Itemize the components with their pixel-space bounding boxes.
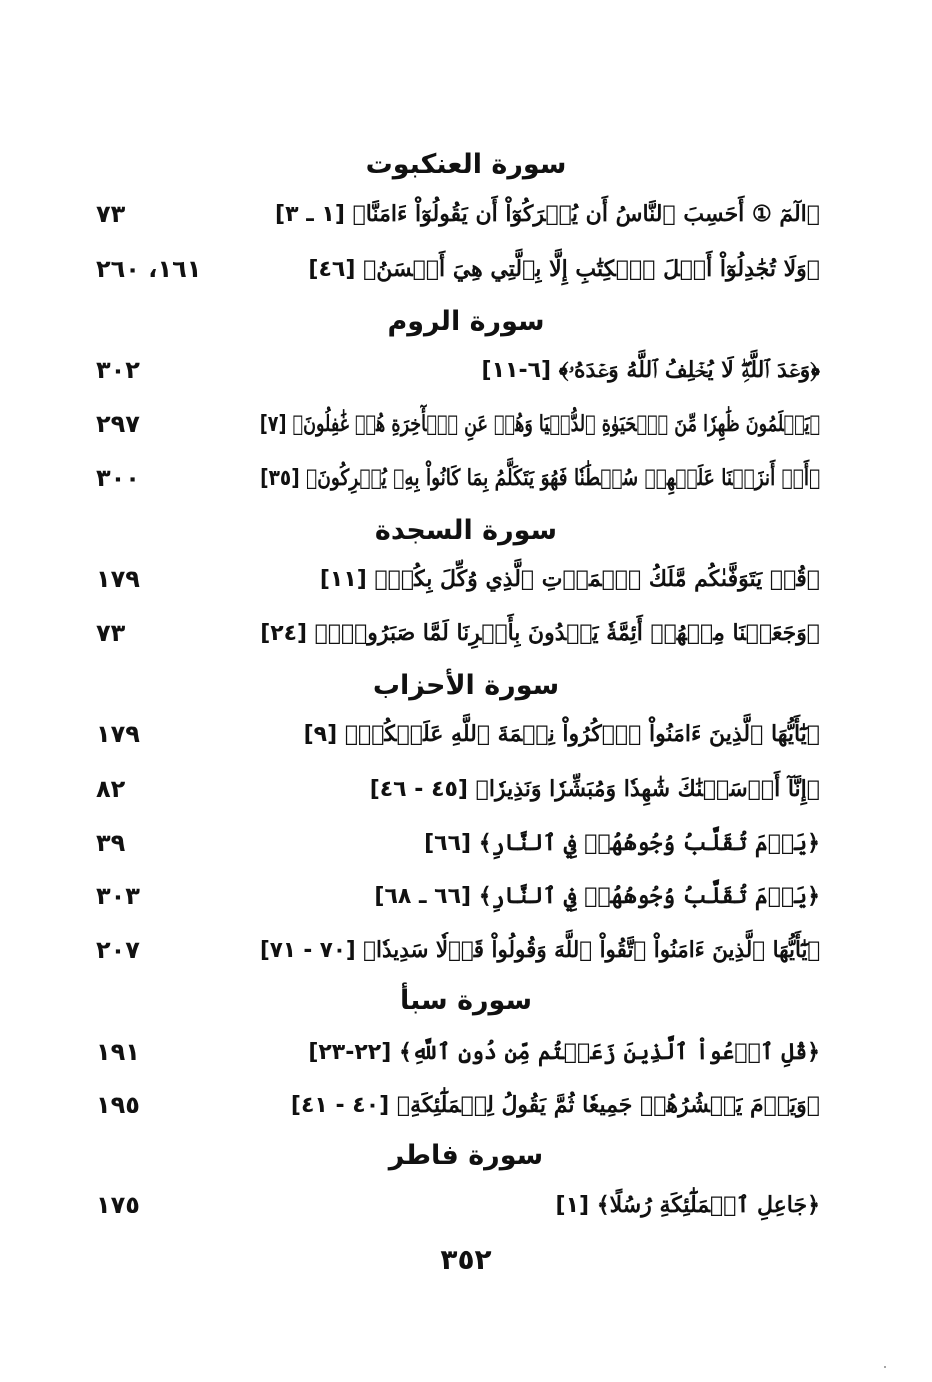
- page-references: ١٩١: [96, 1038, 140, 1066]
- verse-reference: [٤٥ - ٤٦]: [369, 777, 468, 802]
- verse-reference: [٦٦]: [424, 831, 472, 856]
- index-entry: [0, 247, 932, 291]
- page-references: ١٦١، ٢٦٠: [96, 255, 202, 283]
- page-references: ٢٠٧: [96, 936, 140, 964]
- surah-title-saba: سورة سبأ: [399, 985, 533, 1016]
- surah-title-fatir: سورة فاطر: [388, 1140, 544, 1171]
- verse-reference: [١]: [555, 1193, 590, 1218]
- index-entry: [0, 1083, 932, 1127]
- index-entry: [0, 557, 932, 601]
- index-entry: [0, 874, 932, 918]
- verse-reference: [٦-١١]: [481, 358, 552, 383]
- page-references: ١٩٥: [96, 1091, 140, 1119]
- index-entry: [0, 348, 932, 392]
- index-entry: [0, 1030, 932, 1074]
- scan-speck: [884, 1366, 886, 1368]
- verse-text: ﴿يَٰٓأَيُّهَا ٱلَّذِينَ ءَامَنُواْ ٱذۡكُرُواْ نِعۡمَةَ ٱللَّهِ عَلَيۡكُمۡ﴾ [٩]: [303, 721, 820, 747]
- index-entry: [0, 1183, 932, 1227]
- verse-reference: [٤٠ - ٤١]: [290, 1093, 390, 1118]
- verse-text: ﴿يَوۡمَ تُقَلَّبُ وُجُوهُهُمۡ فِي ٱلنَّارِ﴾ [٦٦]: [424, 830, 820, 856]
- verse-text: ﴿قُلۡ يَتَوَفَّىٰكُم مَّلَكُ ٱلۡمَوۡتِ ٱلَّذِي وُكِّلَ بِكُمۡ﴾ [١١]: [319, 566, 820, 592]
- page-references: ١٧٥: [96, 1191, 140, 1219]
- page-references: ٨٢: [96, 775, 126, 803]
- index-entry: [0, 611, 932, 655]
- verse-text: ﴿وَعۡدَ ٱللَّهِۖ لَا يُخۡلِفُ ٱللَّهُ وَعۡدَهُۥ﴾ [٦-١١]: [481, 357, 820, 383]
- verse-text: ﴿يَوۡمَ تُقَلَّبُ وُجُوهُهُمۡ فِي ٱلنَّارِ﴾ [٦٦ ـ ٦٨]: [374, 883, 820, 909]
- page-references: ٣٠٣: [96, 882, 140, 910]
- verse-text: ﴿يَعۡلَمُونَ ظَٰهِرٗا مِّنَ ٱلۡحَيَوٰةِ ٱلدُّنۡيَا وَهُمۡ عَنِ ٱلۡأٓخِرَةِ هُمۡ غَٰفِلُونَ﴾ [٧]: [259, 411, 821, 437]
- verse-reference: [١١]: [319, 567, 367, 592]
- verse-text: ﴿أَمۡ أَنزَلۡنَا عَلَيۡهِمۡ سُلۡطَٰنٗا فَهُوَ يَتَكَلَّمُ بِمَا كَانُواْ بِهِۦ يُشۡرِكُونَ﴾ [٣٥]: [259, 465, 820, 491]
- verse-reference: [١ ـ ٣]: [275, 202, 345, 227]
- surah-title-ahzab: سورة الأحزاب: [372, 670, 560, 701]
- verse-reference: [٧]: [259, 412, 287, 437]
- page-references: ٢٩٧: [96, 410, 140, 438]
- page-references: ٧٣: [96, 200, 126, 228]
- verse-text: ﴿الٓمٓ ① أَحَسِبَ ٱلنَّاسُ أَن يُتۡرَكُوٓاْ أَن يَقُولُوٓاْ ءَامَنَّا﴾ [١ ـ ٣]: [275, 201, 820, 227]
- verse-text: ﴿وَيَوۡمَ يَحۡشُرُهُمۡ جَمِيعٗا ثُمَّ يَقُولُ لِلۡمَلَٰٓئِكَةِ﴾ [٤٠ - ٤١]: [290, 1092, 820, 1118]
- surah-title-ankabut: سورة العنكبوت: [365, 149, 567, 180]
- page-references: ٣٩: [96, 829, 126, 857]
- page-references: ٣٠٠: [96, 464, 140, 492]
- verse-reference: [٩]: [303, 722, 338, 747]
- page-references: ١٧٩: [96, 720, 140, 748]
- verse-reference: [٦٦ ـ ٦٨]: [374, 884, 472, 909]
- index-entry: [0, 712, 932, 756]
- page-references: ١٧٩: [96, 565, 140, 593]
- index-entry: [0, 402, 932, 446]
- index-entry: [0, 928, 932, 972]
- page-references: ٣٠٢: [96, 356, 140, 384]
- verse-text: ﴿جَاعِلِ ٱلۡمَلَٰٓئِكَةِ رُسُلًا﴾ [١]: [555, 1192, 820, 1218]
- index-entry: [0, 821, 932, 865]
- verse-reference: [٣٥]: [259, 466, 300, 491]
- page-references: ٧٣: [96, 619, 126, 647]
- verse-text: ﴿قُلِ ٱدۡعُواْ ٱلَّذِينَ زَعَمۡتُم مِّن دُونِ ٱللَّهِ﴾ [٢٢-٢٣]: [308, 1039, 820, 1065]
- verse-text: ﴿وَلَا تُجَٰدِلُوٓاْ أَهۡلَ ٱلۡكِتَٰبِ إِلَّا بِٱلَّتِي هِيَ أَحۡسَنُ﴾ [٤٦]: [308, 256, 820, 282]
- surah-title-sajdah: سورة السجدة: [374, 515, 558, 546]
- verse-reference: [٧٠ - ٧١]: [259, 938, 356, 963]
- index-entry: [0, 767, 932, 811]
- verse-text: ﴿وَجَعَلۡنَا مِنۡهُمۡ أَئِمَّةٗ يَهۡدُونَ بِأَمۡرِنَا لَمَّا صَبَرُواْۖ﴾ [٢٤]: [260, 620, 820, 646]
- index-entry: [0, 192, 932, 236]
- verse-reference: [٢٤]: [260, 621, 308, 646]
- verse-reference: [٢٢-٢٣]: [308, 1040, 392, 1065]
- page-number: ٣٥٢: [440, 1243, 492, 1276]
- surah-title-rum: سورة الروم: [387, 306, 545, 337]
- verse-text: ﴿إِنَّآ أَرۡسَلۡنَٰكَ شَٰهِدٗا وَمُبَشِّرٗا وَنَذِيرٗا﴾ [٤٥ - ٤٦]: [369, 776, 820, 802]
- verse-text: ﴿يَٰٓأَيُّهَا ٱلَّذِينَ ءَامَنُواْ ٱتَّقُواْ ٱللَّهَ وَقُولُواْ قَوۡلٗا سَدِيدٗا﴾ [٧٠ - ٧١]: [259, 937, 820, 963]
- verse-reference: [٤٦]: [308, 257, 356, 282]
- index-entry: [0, 456, 932, 500]
